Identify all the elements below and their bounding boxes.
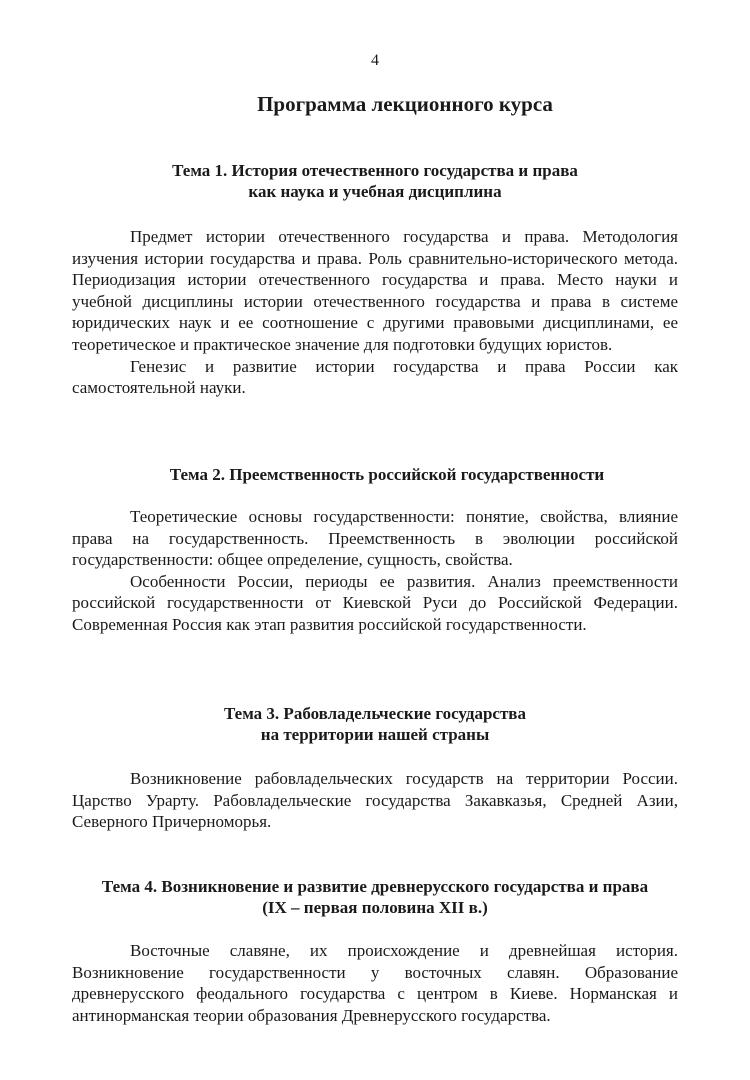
topic-2-paragraph-2: Особенности России, периоды ее развития. Анализ преемственности российской государственности от Киевской Руси до Российской Федерации. Современная Россия как этап развития российской государственности. [72,571,678,634]
topic-1-body [72,226,678,399]
topic-2-paragraph-1: Теоретические основы государственности: понятие, свойства, влияние права на государственность. Преемственность в эволюции российской государственности: общее определение, сущность, свойства. [72,507,678,570]
topic-4-heading-line-1: Тема 4. Возникновение и развитие древнерусского государства и права [101,877,649,896]
topic-2-body [72,506,678,636]
topic-1-heading-line-1: Тема 1. История отечественного государства и права [172,161,578,180]
topic-2-heading [12,464,750,485]
page-number: 4 [371,52,379,69]
topic-4-heading [0,876,750,918]
topic-4-paragraph-1: Восточные славяне, их происхождение и древнейшая история. Возникновение государственности у восточных славян. Образование древнерусского феодального государства с центром в Киеве. Норманская и антинорманская теории образования Древнерусского государства. [72,941,678,1025]
topic-1-paragraph-2: Генезис и развитие истории государства и права России как самостоятельной науки. [72,356,678,398]
topic-3-heading-line-2: на территории нашей страны [260,725,490,744]
topic-3-paragraph-1: Возникновение рабовладельческих государств на территории России. Царство Урарту. Рабовладельческие государства Закавказья, Средней Азии, Северного Причерноморья. [72,769,678,832]
topic-3-heading [0,703,750,745]
topic-3-body [72,768,678,833]
page-title: Программа лекционного курса [257,92,553,116]
topic-1-paragraph-1: Предмет истории отечественного государства и права. Методология изучения истории государства и права. Роль сравнительно-исторического метода. Периодизация истории отечественного государства и права. Место науки и учебной дисциплины истории отечественного государства и права в системе юридических наук и ее соотношение с другими правовыми дисциплинами, ее теоретическое и практическое значение для подготовки будущих юристов. [72,227,678,354]
topic-1-heading [0,160,750,202]
topic-3-heading-line-1: Тема 3. Рабовладельческие государства [223,704,526,723]
topic-4-heading-line-2: (IX – первая половина XII в.) [262,898,488,917]
topic-1-heading-line-2: как наука и учебная дисциплина [248,182,502,201]
topic-2-heading-line-1: Тема 2. Преемственность российской государственности [169,465,605,484]
topic-4-body [72,940,678,1026]
